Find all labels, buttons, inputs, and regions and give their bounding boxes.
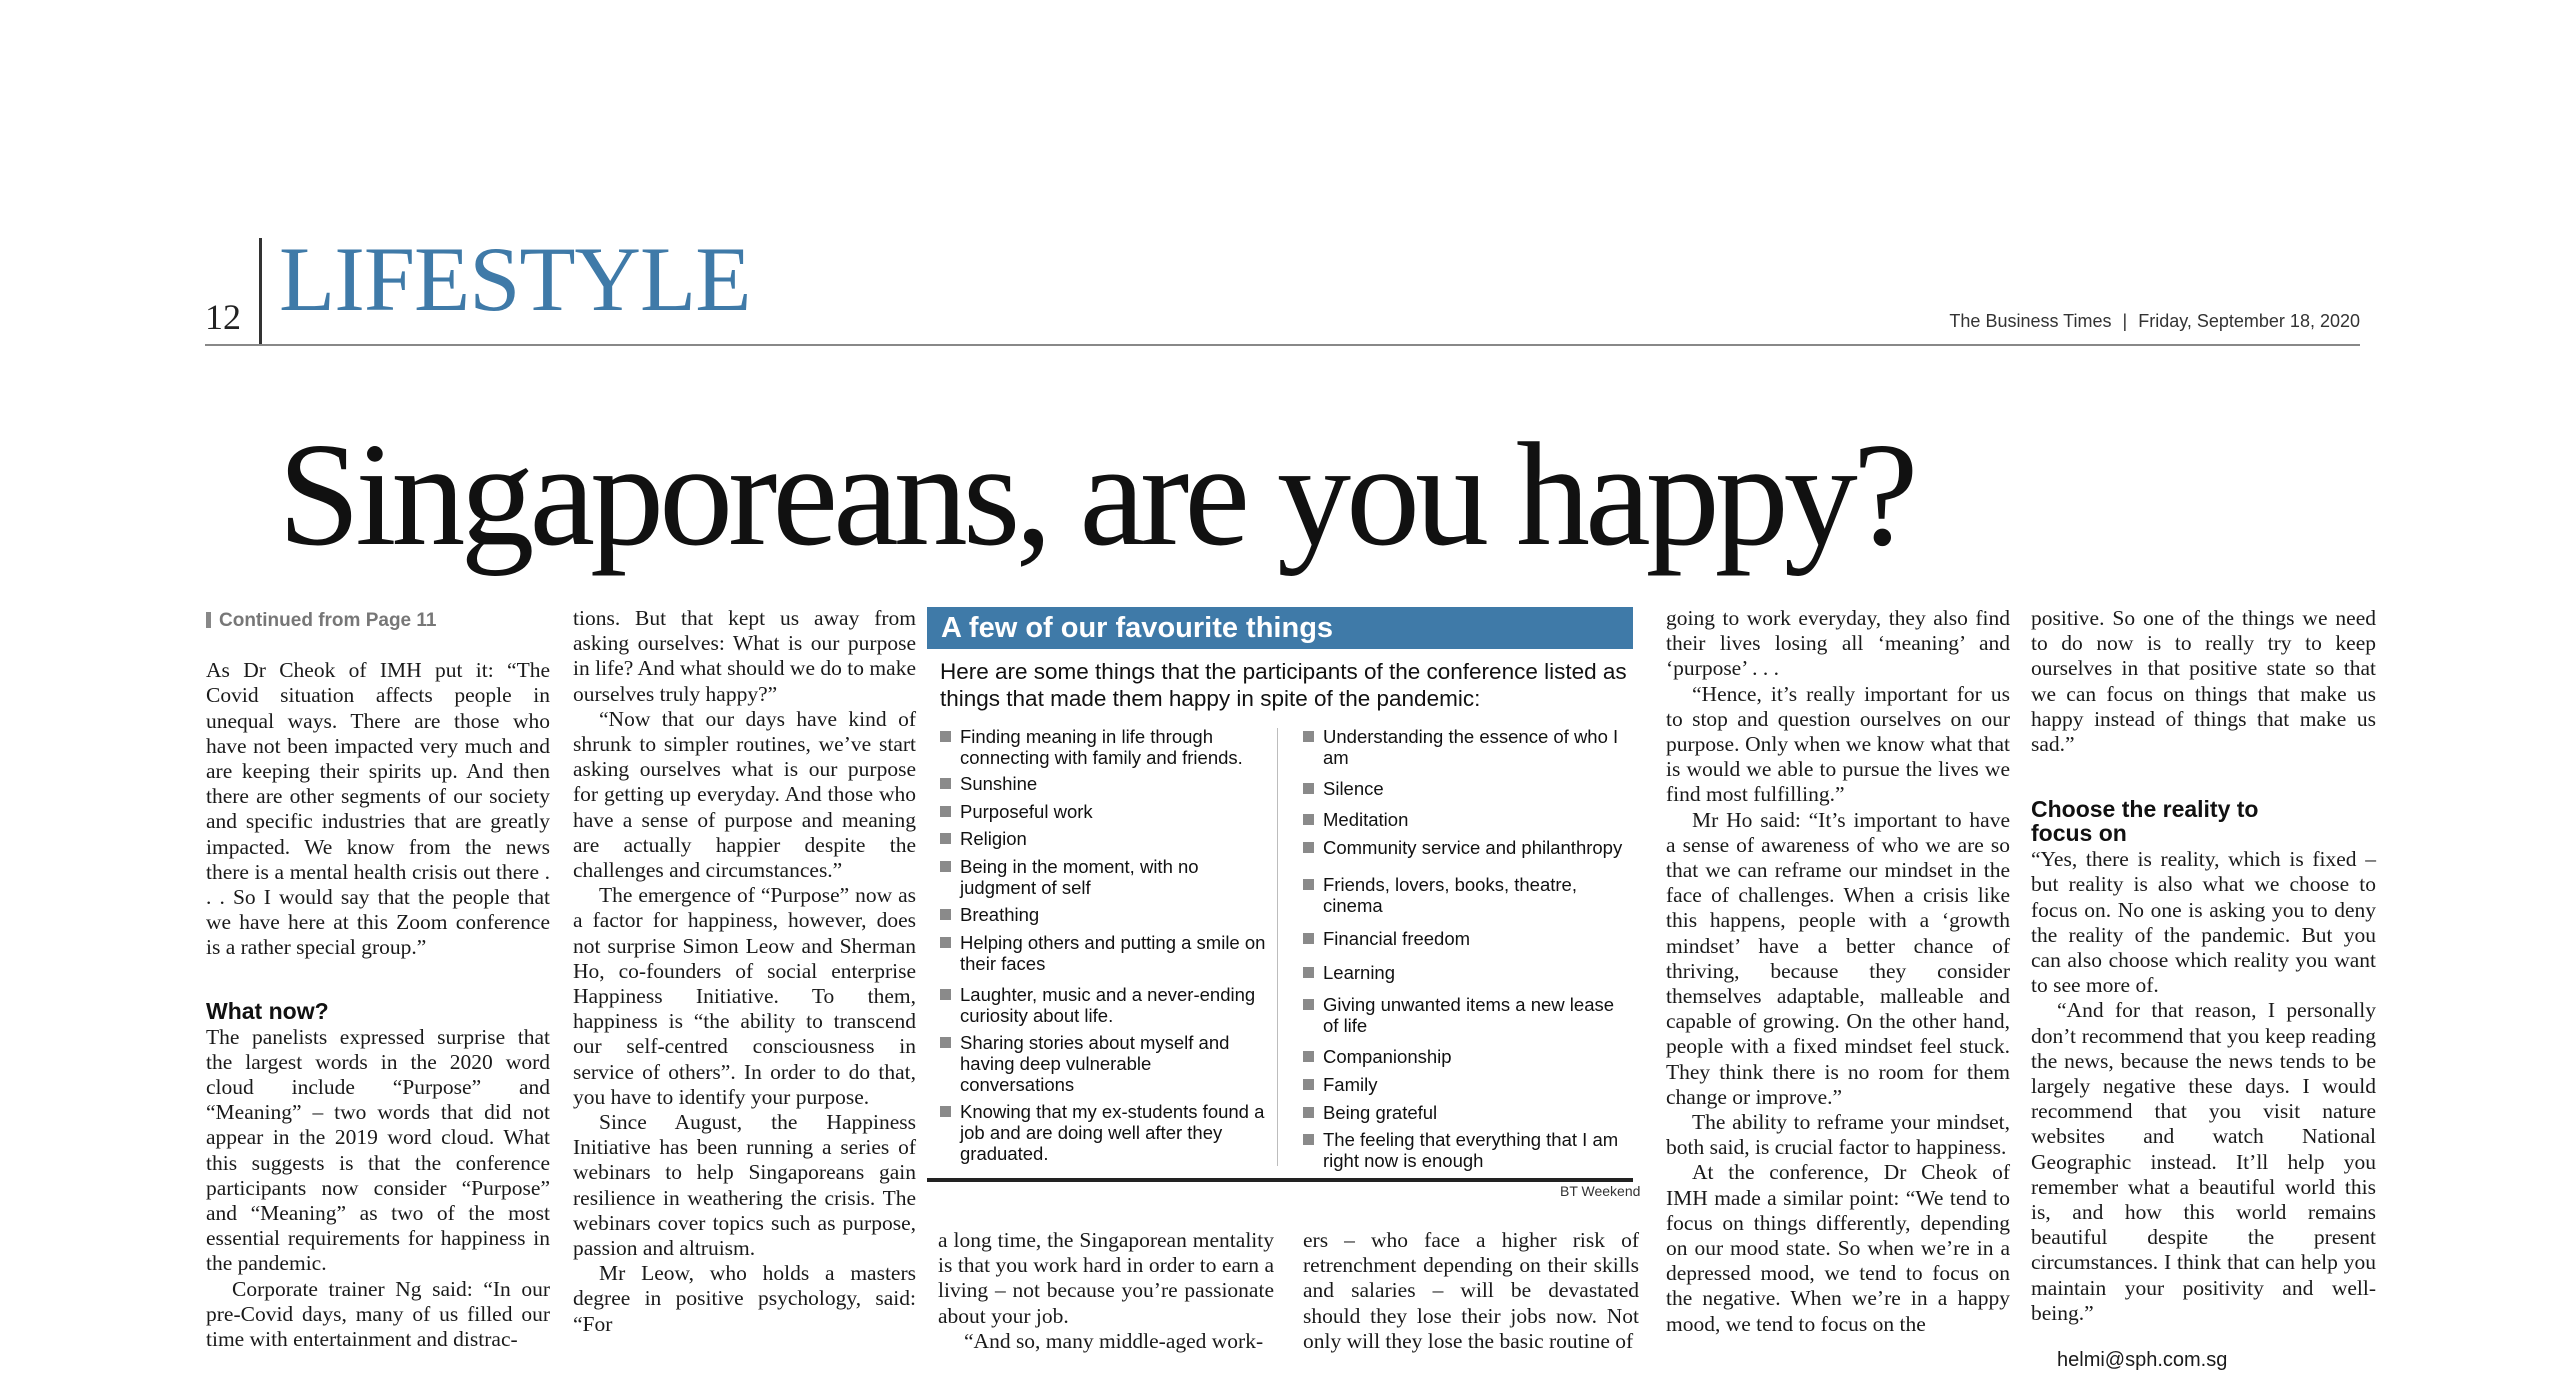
bullet-square-icon <box>940 1106 951 1117</box>
list-item: Companionship <box>1303 1046 1631 1067</box>
paragraph: The panelists expressed surprise that the largest words in the 2020 word cloud include “Purpose” and “Meaning” – two words that did not appear in the 2019 word cloud. What this suggests is that the conference participants now consider “Purpose” and “Meaning” as two of the most essential requirements for happiness in the pandemic. <box>206 1024 550 1276</box>
bullet-square-icon <box>1303 1107 1314 1118</box>
paragraph: As Dr Cheok of IMH put it: “The Covid situation affects people in unequal ways. There are those who have not been impacted very much and are keeping their spirits up. And then there are other segments of our society and specific industries that are greatly impacted. We know from the news there is a mental health crisis out there . . . So I would say that the people that we have here at this Zoom conference is a rather special group.” <box>206 658 550 960</box>
section-title: LIFESTYLE <box>279 228 751 330</box>
sidebar-list-right <box>1303 726 1631 1176</box>
article-column-2 <box>573 606 916 1337</box>
publication-line <box>1949 311 2360 332</box>
header-divider <box>259 238 262 346</box>
bullet-square-icon <box>940 937 951 948</box>
list-item: Being in the moment, with no judgment of self <box>940 856 1270 898</box>
list-item: Community service and philanthropy <box>1303 837 1631 858</box>
list-item: Sharing stories about myself and having deep vulnerable conversations <box>940 1032 1270 1095</box>
article-column-3 <box>938 1228 1274 1354</box>
article-column-5 <box>1666 606 2010 1337</box>
paragraph: The ability to reframe your mindset, both said, is crucial factor to happiness. <box>1666 1110 2010 1160</box>
bullet-square-icon <box>940 861 951 872</box>
sidebar-bottom-rule <box>927 1178 1633 1182</box>
continued-marker <box>206 612 211 628</box>
sidebar-intro: Here are some things that the participants of the conference listed as things that made them happy in spite of the pandemic: <box>940 659 1627 711</box>
sidebar-title: A few of our favourite things <box>927 607 1633 649</box>
list-item: Meditation <box>1303 809 1631 830</box>
bullet-square-icon <box>940 909 951 920</box>
bullet-square-icon <box>940 731 951 742</box>
bullet-square-icon <box>1303 999 1314 1010</box>
list-item: Financial freedom <box>1303 928 1631 949</box>
list-item: Finding meaning in life through connecting with family and friends. <box>940 726 1270 768</box>
list-item: Knowing that my ex-students found a job and are doing well after they graduated. <box>940 1101 1270 1164</box>
paragraph: “Hence, it’s really important for us to stop and question ourselves on our purpose. Only when we know what that is would we able to pursue the lives we find most fulfilling.” <box>1666 681 2010 807</box>
sidebar-list-left <box>940 726 1270 1176</box>
paragraph: “Now that our days have kind of shrunk to simpler routines, we’ve start asking ourselves what is our purpose for getting up everyday. And those who have a sense of purpose and meaning are actually happier despite the challenges and circumstances.” <box>573 706 916 883</box>
bullet-square-icon <box>1303 967 1314 978</box>
list-item: Silence <box>1303 778 1631 799</box>
paragraph: The emergence of “Purpose” now as a factor for happiness, however, does not surprise Simon Leow and Sherman Ho, co-founders of social enterprise Happiness Initiative. To them, happiness is “the ability to transcend our self-centred consciousness in service of others”. In order to do that, you have to identify your purpose. <box>573 883 916 1109</box>
page-number: 12 <box>205 297 241 337</box>
bullet-square-icon <box>1303 1134 1314 1145</box>
bullet-square-icon <box>940 833 951 844</box>
paragraph: “And so, many middle-aged work- <box>964 1328 1264 1353</box>
bullet-square-icon <box>1303 1079 1314 1090</box>
paragraph: tions. But that kept us away from asking ourselves: What is our purpose in life? And what should we do to make ourselves truly happy?” <box>573 606 916 706</box>
publication-separator: | <box>2122 311 2128 331</box>
list-item: Being grateful <box>1303 1102 1631 1123</box>
subheading-choose-reality: Choose the reality to focus on <box>2031 796 2259 847</box>
paragraph: a long time, the Singaporean mentality is that you work hard in order to earn a living – not because you’re passionate about your job. <box>938 1228 1274 1328</box>
publication-name: The Business Times <box>1949 311 2112 331</box>
bullet-square-icon <box>1303 842 1314 853</box>
sidebar-column-divider <box>1277 728 1278 1166</box>
bullet-square-icon <box>1303 731 1314 742</box>
bullet-square-icon <box>940 1037 951 1048</box>
article-column-6 <box>2031 606 2376 1373</box>
list-item: The feeling that everything that I am right now is enough <box>1303 1129 1631 1171</box>
paragraph: going to work everyday, they also find their lives losing all ‘meaning’ and ‘purpose’ . . . <box>1666 606 2010 681</box>
list-item: Giving unwanted items a new lease of life <box>1303 994 1631 1036</box>
list-item: Purposeful work <box>940 801 1270 822</box>
paragraph: ers – who face a higher risk of retrenchment depending on their skills and salaries – will be devastated should they lose their jobs now. Not only will they lose the basic routine of <box>1303 1228 1639 1353</box>
paragraph: “And for that reason, I personally don’t recommend that you keep reading the news, because the news tends to be largely negative these days. I would recommend that you visit nature websites and watch National Geographic instead. It’ll help you remember what a beautiful world this is, and how this world remains beautiful despite the present circumstances. I think that can help you maintain your positivity and well-being.” <box>2031 998 2376 1325</box>
list-item: Helping others and putting a smile on their faces <box>940 932 1270 974</box>
list-item: Friends, lovers, books, theatre, cinema <box>1303 874 1631 916</box>
bullet-square-icon <box>1303 783 1314 794</box>
list-item: Laughter, music and a never-ending curiosity about life. <box>940 984 1270 1026</box>
subheading-what-now: What now? <box>206 997 329 1024</box>
sidebar-credit: BT Weekend <box>1560 1183 1641 1199</box>
paragraph: Mr Leow, who holds a masters degree in positive psychology, said: “For <box>573 1261 916 1336</box>
list-item: Family <box>1303 1074 1631 1095</box>
list-item: Religion <box>940 828 1270 849</box>
continued-from: Continued from Page 11 <box>206 608 550 633</box>
article-column-4 <box>1303 1228 1639 1354</box>
bullet-square-icon <box>1303 879 1314 890</box>
paragraph: At the conference, Dr Cheok of IMH made a similar point: “We tend to focus on things differently, depending on our mood state. So when we’re in a depressed mood, we tend to focus on the negative. When we’re in a happy mood, we tend to focus on the <box>1666 1160 2010 1336</box>
author-email: helmi@sph.com.sg <box>2057 1349 2228 1372</box>
list-item: Understanding the essence of who I am <box>1303 726 1631 768</box>
bullet-square-icon <box>1303 933 1314 944</box>
list-item: Sunshine <box>940 773 1270 794</box>
paragraph: Mr Ho said: “It’s important to have a sense of awareness of who we are so that we can reframe our mindset in the face of challenges. When a crisis like this happens, people with a ‘growth mindset’ have a better chance of thriving, because they consider themselves adaptable, malleable and capable of growing. On the other hand, people with a fixed mindset feel stuck. They think there is no room for them change or improve.” <box>1666 807 2010 1109</box>
paragraph: Corporate trainer Ng said: “In our pre-Covid days, many of us filled our time with entertainment and distrac- <box>206 1276 550 1352</box>
list-item: Breathing <box>940 904 1270 925</box>
publication-date: Friday, September 18, 2020 <box>2138 311 2360 331</box>
bullet-square-icon <box>940 806 951 817</box>
list-item: Learning <box>1303 962 1631 983</box>
paragraph: “Yes, there is reality, which is fixed – but reality is also what we choose to focus on. No one is asking you to deny the reality of the pandemic. But you can also choose which reality you want to see more of. <box>2031 847 2376 998</box>
article-column-1 <box>206 608 550 1352</box>
paragraph: Since August, the Happiness Initiative has been running a series of webinars to help Singaporeans gain resilience in weathering the crisis. The webinars cover topics such as purpose, passion and altruism. <box>573 1110 916 1261</box>
bullet-square-icon <box>940 989 951 1000</box>
headline: Singaporeans, are you happy? <box>278 413 1914 577</box>
header-rule <box>205 344 2360 346</box>
bullet-square-icon <box>940 778 951 789</box>
bullet-square-icon <box>1303 814 1314 825</box>
bullet-square-icon <box>1303 1051 1314 1062</box>
paragraph: positive. So one of the things we need to do now is to really try to keep ourselves in that positive state so that we can focus on things that make us happy instead of things that make us sad.” <box>2031 606 2376 757</box>
